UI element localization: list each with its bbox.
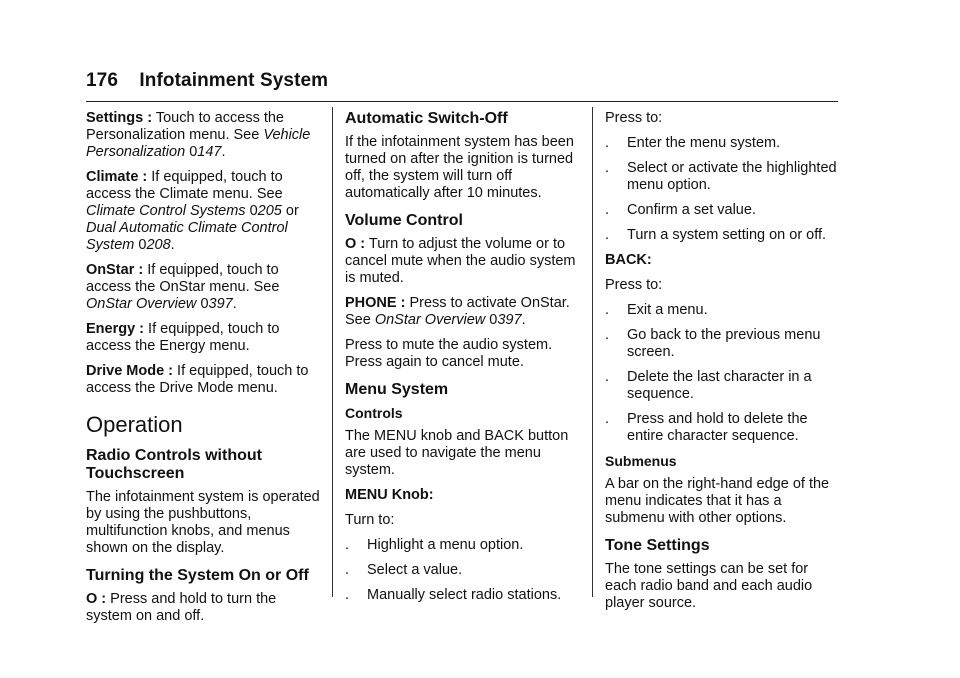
power-entry [86, 591, 322, 625]
column-3 [605, 110, 840, 620]
onstar-entry [86, 262, 322, 313]
submenus-heading: Submenus [605, 453, 677, 469]
list-item-text: Go back to the previous menu screen. [627, 327, 821, 360]
settings-label: Settings : [86, 110, 153, 126]
list-item [605, 160, 840, 194]
list-item-text: Press and hold to delete the entire character sequence. [627, 411, 808, 444]
column-2 [345, 110, 580, 612]
onstar-page[interactable]: 397 [208, 296, 233, 312]
press-to-text: Press to: [605, 110, 663, 126]
bullet-dot: . [605, 411, 610, 427]
bullet-dot: . [345, 587, 350, 603]
onstar-text: If equipped, touch to access the OnStar menu. See [86, 262, 280, 295]
list-item [605, 369, 840, 403]
energy-text: If equipped, touch to access the Energy menu. [86, 321, 280, 354]
list-item-text: Select a value. [367, 562, 463, 578]
radio-controls-text: The infotainment system is operated by using the pushbuttons, multifunction knobs, and menus shown on the display. [86, 489, 320, 556]
page-arrow-icon: 0 [189, 144, 198, 160]
menu-system-heading: Menu System [345, 381, 449, 398]
header-rule [86, 101, 838, 102]
list-item [345, 587, 580, 604]
press-to-text-2: Press to: [605, 277, 663, 293]
bullet-dot: . [605, 202, 610, 218]
settings-text: Touch to access the Personalization menu. See [86, 110, 285, 143]
climate-or: or [281, 203, 299, 219]
climate-page-1[interactable]: 205 [257, 203, 282, 219]
phone-ref[interactable]: OnStar Overview [374, 312, 486, 328]
controls-text: The MENU knob and BACK button are used to navigate the menu system. [345, 428, 569, 478]
climate-entry [86, 169, 322, 254]
turn-to-text: Turn to: [345, 512, 395, 528]
climate-ref-1[interactable]: Climate Control Systems [86, 203, 246, 219]
bullet-dot: . [605, 327, 610, 343]
phone-page[interactable]: 397 [497, 312, 522, 328]
controls-heading: Controls [345, 405, 403, 421]
settings-ref[interactable]: Vehicle Personalization [86, 127, 311, 160]
bullet-dot: . [345, 562, 350, 578]
list-item [345, 537, 580, 554]
column-divider-1 [332, 107, 333, 597]
section-title: Infotainment System [139, 70, 329, 91]
bullet-dot: . [605, 135, 610, 151]
climate-label: Climate : [86, 169, 148, 185]
list-item-text: Turn a system setting on or off. [627, 227, 827, 243]
settings-page[interactable]: 147 [197, 144, 222, 160]
list-item [605, 135, 840, 152]
drive-mode-text: If equipped, touch to access the Drive Mode menu. [86, 363, 309, 396]
power-icon: O [86, 591, 98, 607]
list-item [605, 202, 840, 219]
list-item-text: Enter the menu system. [627, 135, 781, 151]
climate-page-2[interactable]: 208 [146, 237, 171, 253]
page-header [86, 70, 838, 92]
column-1 [86, 110, 322, 633]
settings-entry [86, 110, 322, 161]
phone-entry [345, 295, 580, 329]
submenus-text: A bar on the right-hand edge of the menu indicates that it has a submenu with other options. [605, 476, 830, 526]
period: . [170, 237, 175, 253]
volume-entry [345, 236, 580, 287]
mute-text: Press to mute the audio system. Press again to cancel mute. [345, 337, 553, 370]
turning-on-off-heading: Turning the System On or Off [86, 567, 309, 584]
bullet-dot: . [605, 227, 610, 243]
list-item-text: Exit a menu. [627, 302, 708, 318]
tone-settings-heading: Tone Settings [605, 537, 710, 554]
period: . [232, 296, 237, 312]
period: . [221, 144, 226, 160]
operation-heading: Operation [86, 412, 183, 437]
bullet-dot: . [605, 302, 610, 318]
page-arrow-icon: 0 [489, 312, 498, 328]
radio-controls-heading: Radio Controls without Touchscreen [86, 447, 262, 482]
volume-colon: : [356, 236, 366, 252]
bullet-dot: . [605, 369, 610, 385]
energy-label: Energy : [86, 321, 145, 337]
list-item [605, 411, 840, 445]
list-item-text: Delete the last character in a sequence. [627, 369, 812, 402]
list-item [605, 227, 840, 244]
drive-mode-label: Drive Mode : [86, 363, 174, 379]
column-divider-2 [592, 107, 593, 597]
onstar-ref[interactable]: OnStar Overview [86, 296, 197, 312]
volume-icon: O [345, 236, 357, 252]
volume-control-heading: Volume Control [345, 212, 463, 229]
list-item [605, 302, 840, 319]
power-colon: : [97, 591, 107, 607]
list-item-text: Manually select radio stations. [367, 587, 562, 603]
bullet-dot: . [345, 537, 350, 553]
page-number: 176 [86, 70, 119, 91]
list-item-text: Confirm a set value. [627, 202, 756, 218]
list-item [605, 327, 840, 361]
period: . [521, 312, 526, 328]
bullet-dot: . [605, 160, 610, 176]
phone-label: PHONE : [345, 295, 406, 311]
page-arrow-icon: 0 [249, 203, 258, 219]
climate-text: If equipped, touch to access the Climate menu. See [86, 169, 283, 202]
list-item-text: Select or activate the highlighted menu option. [627, 160, 837, 193]
energy-entry [86, 321, 322, 355]
auto-switch-off-heading: Automatic Switch-Off [345, 110, 508, 127]
page-arrow-icon: 0 [138, 237, 147, 253]
phone-text: Press to activate OnStar. See [345, 295, 570, 328]
list-item-text: Highlight a menu option. [367, 537, 524, 553]
menu-knob-label: MENU Knob: [345, 487, 434, 503]
drive-mode-entry [86, 363, 322, 397]
back-label: BACK: [605, 252, 652, 268]
auto-switch-off-text: If the infotainment system has been turned on after the ignition is turned off, the system will turn off automatically after 10 minutes. [345, 134, 574, 201]
page-arrow-icon: 0 [200, 296, 209, 312]
power-text: Press and hold to turn the system on and off. [86, 591, 277, 624]
list-item [345, 562, 580, 579]
tone-settings-text: The tone settings can be set for each radio band and each audio player source. [605, 561, 813, 611]
volume-text: Turn to adjust the volume or to cancel mute when the audio system is muted. [345, 236, 576, 286]
onstar-label: OnStar : [86, 262, 144, 278]
climate-ref-2[interactable]: Dual Automatic Climate Control System [86, 220, 288, 253]
